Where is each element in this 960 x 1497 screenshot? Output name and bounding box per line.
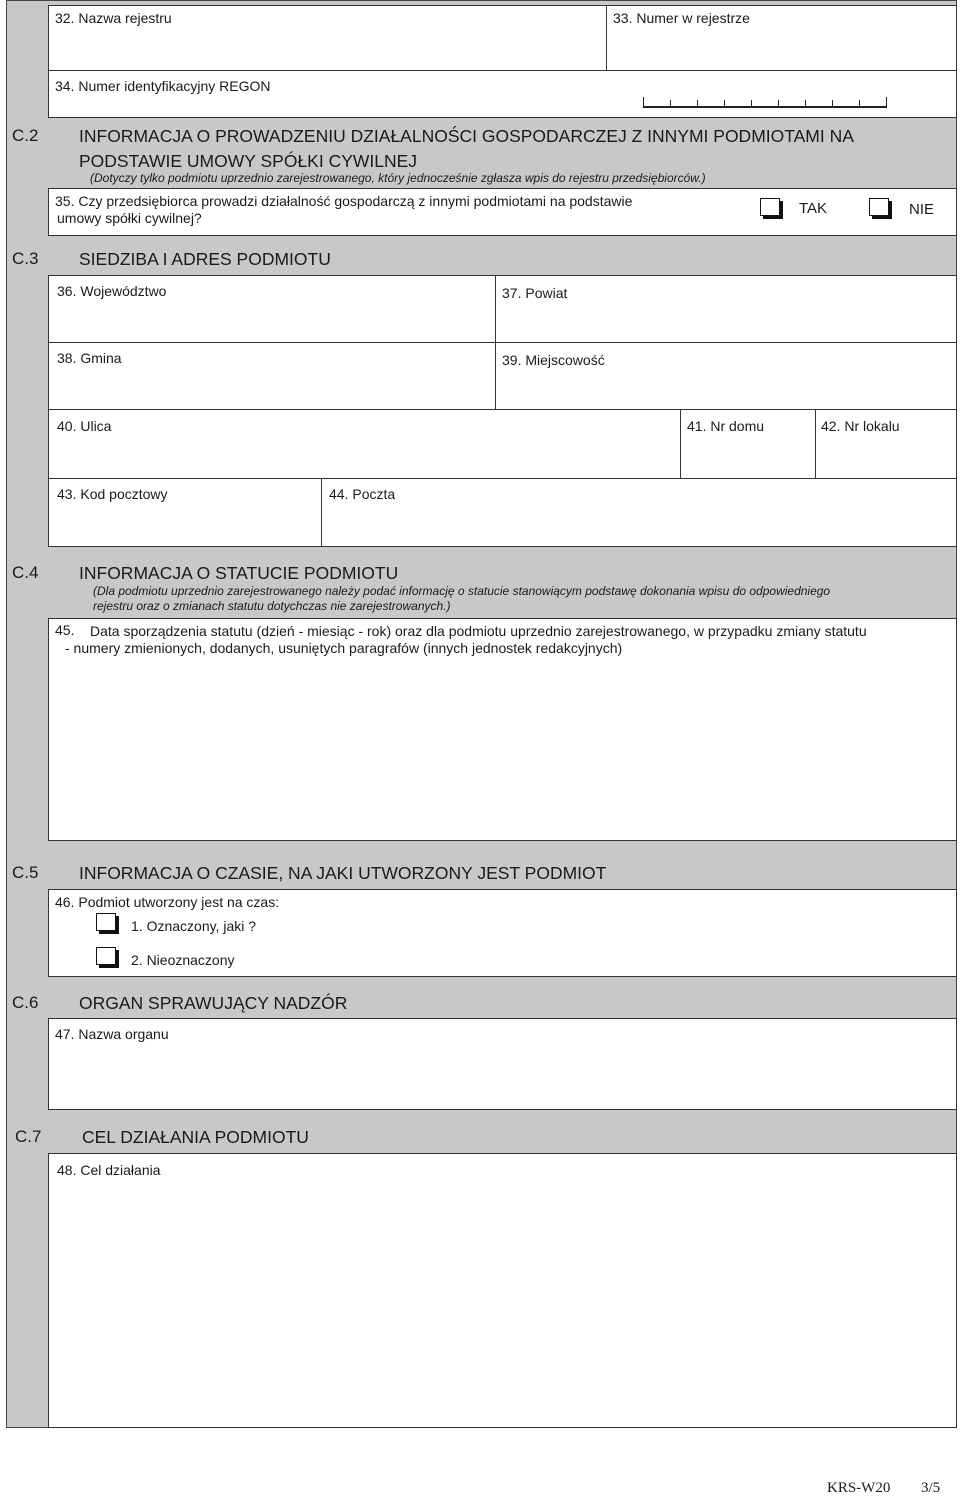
field-44-label: 44. Poczta <box>329 486 396 502</box>
field-45-number: 45. <box>55 622 75 638</box>
section-note-c2: (Dotyczy tylko podmiotu uprzednio zarejestrowanego, który jednocześnie zgłasza wpis do rejestru przedsiębiorców.) <box>90 171 706 185</box>
field-48-box[interactable] <box>48 1153 957 1428</box>
section-title-c2-line2: PODSTAWIE UMOWY SPÓŁKI CYWILNEJ <box>79 151 418 171</box>
option-oznaczony-label: 1. Oznaczony, jaki ? <box>131 918 257 934</box>
section-code-c6: C.6 <box>12 993 39 1012</box>
section-note-c4-line2: rejestru oraz o zmianach statutu dotychczas nie zarejestrowanych.) <box>93 599 451 613</box>
section-code-c7: C.7 <box>15 1127 42 1146</box>
section-note-c4-line1: (Dla podmiotu uprzednio zarejestrowanego należy podać informację o statucie stanowiącym podstawę dokonania wpisu do odpowiedniego <box>93 584 831 598</box>
field-48-label: 48. Cel działania <box>57 1162 161 1178</box>
section-title-c7: CEL DZIAŁANIA PODMIOTU <box>82 1127 309 1147</box>
field-47-label: 47. Nazwa organu <box>55 1026 169 1042</box>
field-34-label: 34. Numer identyfikacyjny REGON <box>55 78 271 94</box>
checkbox-nie[interactable] <box>869 198 889 216</box>
field-35-question-line2: umowy spółki cywilnej? <box>57 210 202 226</box>
field-41-label: 41. Nr domu <box>687 418 765 434</box>
option-tak-label: TAK <box>799 200 828 217</box>
field-47-box[interactable] <box>48 1018 957 1110</box>
section-title-c5: INFORMACJA O CZASIE, NA JAKI UTWORZONY JEST PODMIOT <box>79 863 607 883</box>
section-title-c2-line1: INFORMACJA O PROWADZENIU DZIAŁALNOŚCI GOSPODARCZEJ Z INNYMI PODMIOTAMI NA <box>79 126 854 146</box>
option-nieoznaczony-label: 2. Nieoznaczony <box>131 952 235 968</box>
field-37-label: 37. Powiat <box>502 285 568 301</box>
section-code-c2: C.2 <box>12 126 39 145</box>
field-39-label: 39. Miejscowość <box>502 352 605 368</box>
field-32-label: 32. Nazwa rejestru <box>55 10 172 26</box>
section-title-c4: INFORMACJA O STATUCIE PODMIOTU <box>79 563 399 583</box>
field-43-label: 43. Kod pocztowy <box>57 486 168 502</box>
field-42-label: 42. Nr lokalu <box>821 418 900 434</box>
field-45-label-line2: - numery zmienionych, dodanych, usuniętych paragrafów (innych jednostek redakcyjnych) <box>65 640 623 656</box>
field-33-label: 33. Numer w rejestrze <box>613 10 750 26</box>
section-code-c3: C.3 <box>12 249 39 268</box>
field-44-box[interactable] <box>321 478 957 547</box>
field-36-label: 36. Województwo <box>57 283 167 299</box>
option-nie-label: NIE <box>909 201 935 218</box>
checkbox-nieoznaczony[interactable] <box>96 947 116 965</box>
section-code-c4: C.4 <box>12 563 39 582</box>
footer-page-number: 3/5 <box>921 1480 941 1496</box>
section-title-c6: ORGAN SPRAWUJĄCY NADZÓR <box>79 993 348 1013</box>
field-35-question-line1: 35. Czy przedsiębiorca prowadzi działalność gospodarczą z innymi podmiotami na podstawie <box>55 193 633 209</box>
checkbox-tak[interactable] <box>760 198 780 216</box>
section-title-c3: SIEDZIBA I ADRES PODMIOTU <box>79 249 331 269</box>
field-40-box[interactable] <box>48 409 681 479</box>
section-code-c5: C.5 <box>12 863 39 882</box>
field-45-label-line1: Data sporządzenia statutu (dzień - miesiąc - rok) oraz dla podmiotu uprzednio zarejestrowanego, w przypadku zmiany statutu <box>90 623 867 639</box>
field-38-label: 38. Gmina <box>57 350 122 366</box>
field-40-label: 40. Ulica <box>57 418 112 434</box>
footer-form-code: KRS-W20 <box>827 1480 891 1496</box>
field-46-label: 46. Podmiot utworzony jest na czas: <box>55 894 280 910</box>
checkbox-oznaczony[interactable] <box>96 913 116 931</box>
